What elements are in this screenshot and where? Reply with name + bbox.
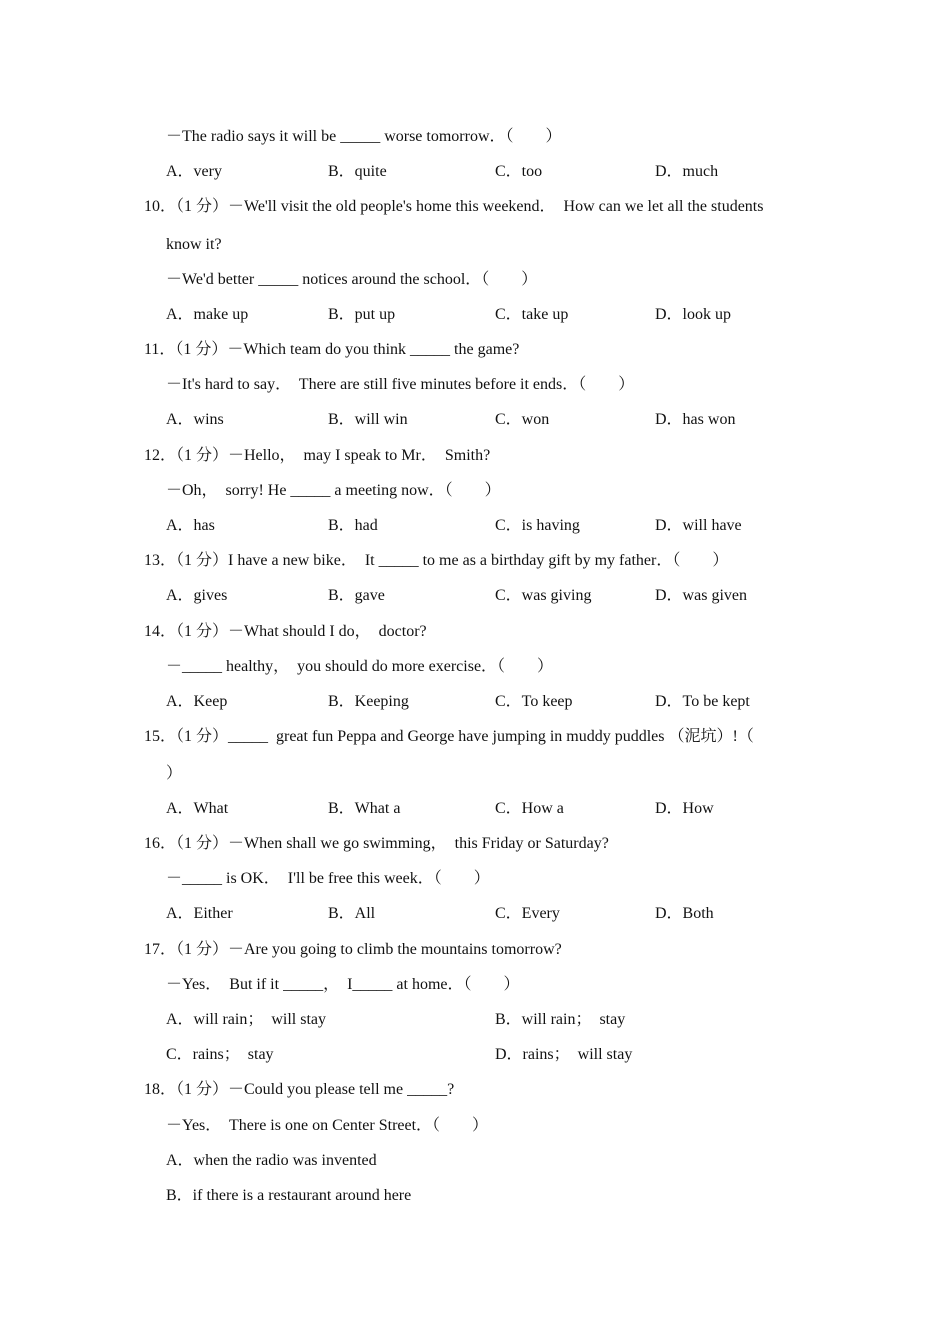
q12-option-b[interactable]: B．had	[328, 517, 378, 534]
q17-option-d[interactable]: D．rains； will stay	[495, 1046, 633, 1063]
q16-option-d[interactable]: D．Both	[655, 905, 714, 922]
q13-prompt: 13．（1 分）I have a new bike． It _____ to me as a birthday gift by my father．（ ）	[144, 552, 729, 569]
q17-option-b[interactable]: B．will rain； stay	[495, 1011, 626, 1028]
q11-answer-line: －It's hard to say． There are still five minutes before it ends．（ ）	[166, 376, 635, 393]
q11-option-c[interactable]: C．won	[495, 411, 550, 428]
q18-prompt: 18．（1 分）－Could you please tell me _____?	[144, 1081, 455, 1098]
q16-option-b[interactable]: B．All	[328, 905, 376, 922]
q10-prompt: 10．（1 分）－We'll visit the old people's home this weekend． How can we let all the students	[144, 198, 764, 215]
q14-option-a[interactable]: A．Keep	[166, 693, 228, 710]
q18-option-a[interactable]: A．when the radio was invented	[166, 1152, 377, 1169]
q11-option-d[interactable]: D．has won	[655, 411, 736, 428]
q9-option-d[interactable]: D．much	[655, 163, 719, 180]
q16-option-c[interactable]: C．Every	[495, 905, 560, 922]
q15-option-d[interactable]: D．How	[655, 800, 714, 817]
q15-option-c[interactable]: C．How a	[495, 800, 564, 817]
q12-option-d[interactable]: D．will have	[655, 517, 742, 534]
q10-option-b[interactable]: B．put up	[328, 306, 396, 323]
q9-option-b[interactable]: B．quite	[328, 163, 387, 180]
q14-answer-line: －_____ healthy， you should do more exercise．（ ）	[166, 658, 554, 675]
q16-prompt: 16．（1 分）－When shall we go swimming， this Friday or Saturday?	[144, 835, 609, 852]
q17-option-a[interactable]: A．will rain； will stay	[166, 1011, 326, 1028]
q13-option-a[interactable]: A．gives	[166, 587, 228, 604]
q10-option-a[interactable]: A．make up	[166, 306, 249, 323]
q15-prompt: 15．（1 分）_____ great fun Peppa and George have jumping in muddy puddles （泥坑）!（	[144, 728, 754, 745]
q11-prompt: 11．（1 分）－Which team do you think _____ the game?	[144, 341, 520, 358]
q15-prompt-cont: ）	[166, 765, 183, 782]
q10-answer-line: －We'd better _____ notices around the school．（ ）	[166, 271, 538, 288]
q9-answer-line: －The radio says it will be _____ worse tomorrow．（ ）	[166, 128, 562, 145]
q13-option-c[interactable]: C．was giving	[495, 587, 592, 604]
q12-option-c[interactable]: C．is having	[495, 517, 580, 534]
q12-answer-line: －Oh， sorry! He _____ a meeting now．（ ）	[166, 482, 501, 499]
q16-answer-line: －_____ is OK． I'll be free this week．（ ）	[166, 870, 490, 887]
q17-prompt: 17．（1 分）－Are you going to climb the mountains tomorrow?	[144, 941, 562, 958]
q12-option-a[interactable]: A．has	[166, 517, 215, 534]
q17-answer-line: －Yes． But if it _____， I_____ at home．（ ）	[166, 976, 520, 993]
q14-prompt: 14．（1 分）－What should I do， doctor?	[144, 623, 427, 640]
q14-option-c[interactable]: C．To keep	[495, 693, 573, 710]
q16-option-a[interactable]: A．Either	[166, 905, 233, 922]
q13-option-b[interactable]: B．gave	[328, 587, 385, 604]
q17-option-c[interactable]: C．rains； stay	[166, 1046, 274, 1063]
q12-prompt: 12．（1 分）－Hello， may I speak to Mr． Smith?	[144, 447, 491, 464]
q14-option-b[interactable]: B．Keeping	[328, 693, 409, 710]
q9-option-a[interactable]: A．very	[166, 163, 222, 180]
q10-option-c[interactable]: C．take up	[495, 306, 569, 323]
q18-answer-line: －Yes． There is one on Center Street．（ ）	[166, 1117, 489, 1134]
q10-prompt-cont: know it?	[166, 236, 222, 253]
q13-option-d[interactable]: D．was given	[655, 587, 747, 604]
q15-option-a[interactable]: A．What	[166, 800, 229, 817]
q18-option-b[interactable]: B．if there is a restaurant around here	[166, 1187, 412, 1204]
q11-option-b[interactable]: B．will win	[328, 411, 408, 428]
q15-option-b[interactable]: B．What a	[328, 800, 401, 817]
q14-option-d[interactable]: D．To be kept	[655, 693, 750, 710]
q10-option-d[interactable]: D．look up	[655, 306, 732, 323]
q11-option-a[interactable]: A．wins	[166, 411, 224, 428]
q9-option-c[interactable]: C．too	[495, 163, 543, 180]
